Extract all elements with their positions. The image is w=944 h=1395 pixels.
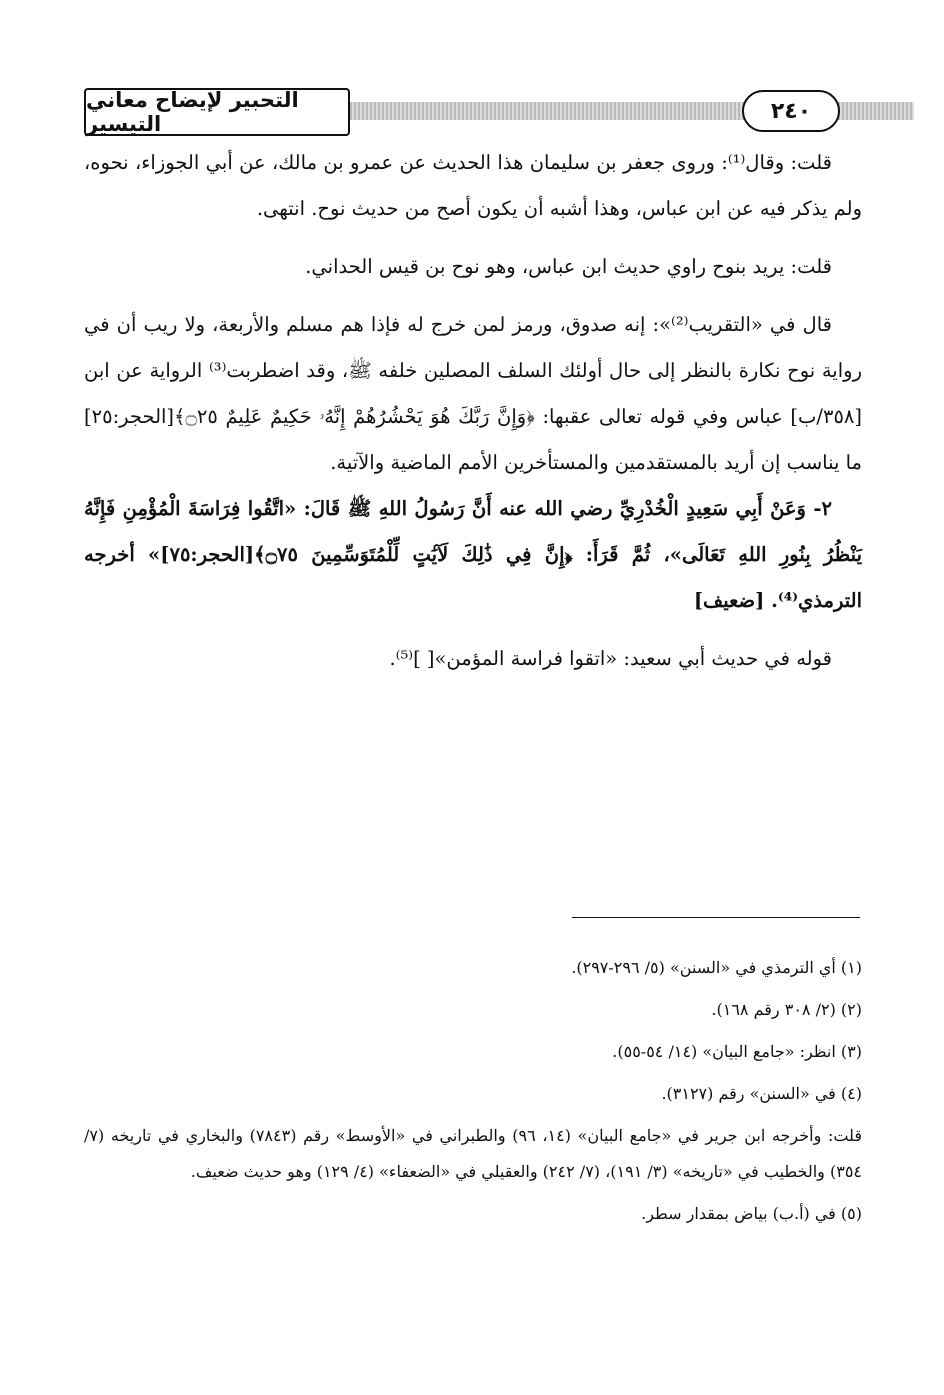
book-title: التحبير لإيضاح معاني التيسير bbox=[84, 88, 350, 136]
hadith-paragraph: ٢- وَعَنْ أَبِي سَعِيدٍ الْخُدْرِيِّ رضي الله عنه أَنَّ رَسُولُ اللهِ ﷺ قَالَ: «اتَّقُوا فِرَاسَةَ الْمُؤْمِنِ فَإِنَّهُ يَنْظُرُ بِنُورِ اللهِ تَعَالَى»، ثُمَّ قَرَأَ: ﴿إِنَّ فِي ذَٰلِكَ لَآيَٰتٍ لِّلْمُتَوَسِّمِينَ ۝٧٥﴾[الحجر:٧٥]» أخرجه الترمذي⁽⁴⁾. [ضعيف] bbox=[84, 497, 862, 612]
page-header bbox=[84, 88, 844, 136]
footnote-5: (٥) في (أ.ب) بياض بمقدار سطر. bbox=[641, 1204, 862, 1223]
main-text bbox=[84, 140, 862, 682]
footnote-3: (٣) انظر: «جامع البيان» (١٤/ ٥٤-٥٥). bbox=[612, 1042, 862, 1061]
footnote-1: (١) أي الترمذي في «السنن» (٥/ ٢٩٦-٢٩٧). bbox=[571, 958, 862, 977]
footnote-4-comment: قلت: وأخرجه ابن جرير في «جامع البيان» (١٤، ٩٦) والطبراني في «الأوسط» رقم (٧٨٤٣) والبخاري في تاريخه (٧/ ٣٥٤) والخطيب في «تاريخه» (٣/ ١٩١)، (٧/ ٢٤٢) والعقيلي في «الضعفاء» (٤/ ١٢٩) وهو حديث ضعيف. bbox=[84, 1126, 863, 1181]
paragraph-3: قال في «التقريب⁽²⁾»: إنه صدوق، ورمز لمن خرج له فإذا هم مسلم والأربعة، ولا ريب أن في رواية نوح نكارة بالنظر إلى حال أولئك السلف المصلين خلفه ﷺ، وقد اضطربت⁽³⁾ الرواية عن ابن [٣٥٨/ب] عباس وفي قوله تعالى عقبها: ﴿وَإِنَّ رَبَّكَ هُوَ يَحْشُرُهُمْ إِنَّهُۥ حَكِيمٌ عَلِيمٌ ۝٢٥﴾[الحجر:٢٥] ما يناسب إن أريد بالمستقدمين والمستأخرين الأمم الماضية والآتية. bbox=[84, 313, 862, 474]
page-number: ٢٤٠ bbox=[742, 90, 840, 132]
footnote-2: (٢) (٢/ ٣٠٨ رقم ١٦٨). bbox=[711, 1000, 862, 1019]
paragraph-2: قلت: يريد بنوح راوي حديث ابن عباس، وهو نوح بن قيس الحداني. bbox=[305, 255, 832, 278]
footnote-separator bbox=[572, 917, 860, 918]
paragraph-1: قلت: وقال⁽¹⁾: وروى جعفر بن سليمان هذا الحديث عن عمرو بن مالك، عن أبي الجوزاء، نحوه، ولم يذكر فيه عن ابن عباس، وهذا أشبه أن يكون أصح من حديث نوح. انتهى. bbox=[84, 151, 862, 220]
footnotes bbox=[84, 950, 862, 1238]
footnote-4: (٤) في «السنن» رقم (٣١٢٧). bbox=[661, 1084, 862, 1103]
paragraph-5: قوله في حديث أبي سعيد: «اتقوا فراسة المؤمن»[ ]⁽⁵⁾. bbox=[389, 647, 832, 670]
